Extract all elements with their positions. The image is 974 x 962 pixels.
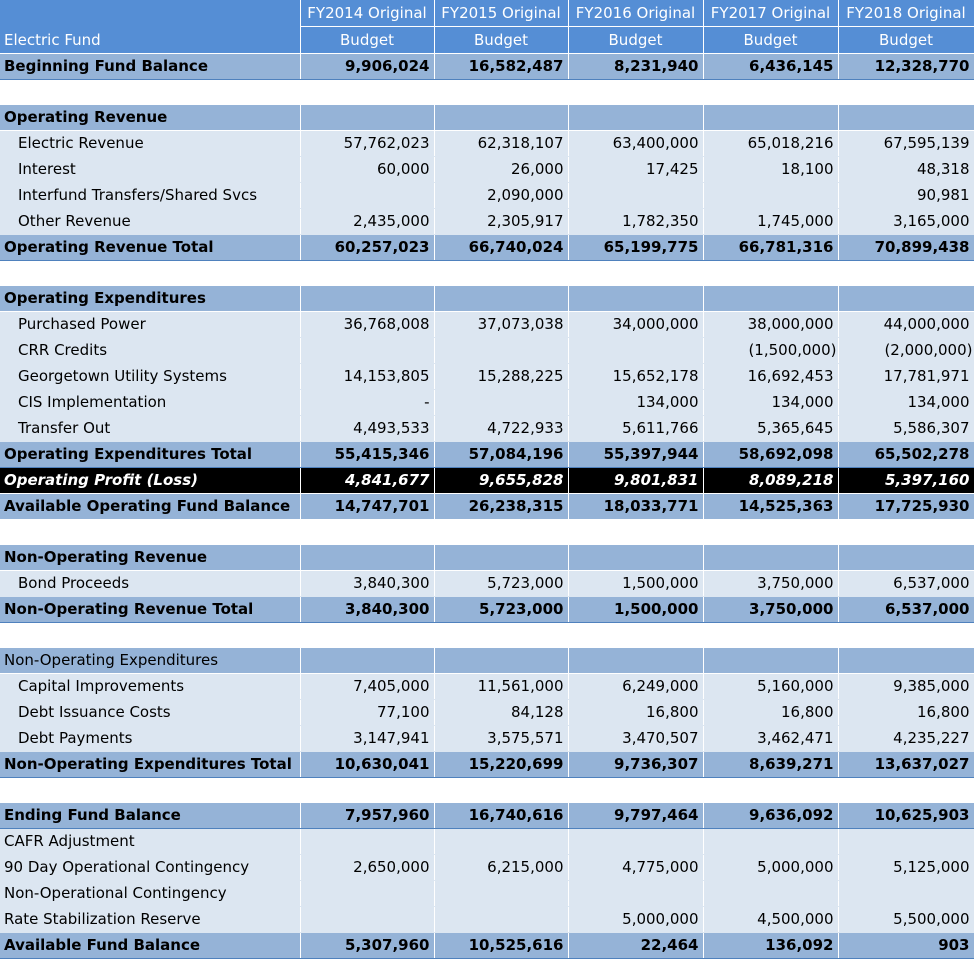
row-value	[568, 545, 703, 571]
row-value: 14,153,805	[300, 364, 434, 390]
row-value	[568, 286, 703, 312]
row-value: 57,084,196	[434, 442, 568, 468]
row-value: 5,611,766	[568, 416, 703, 442]
row-label: CRR Credits	[0, 338, 300, 364]
row-value: 22,464	[568, 933, 703, 959]
row-value: 9,636,092	[703, 803, 838, 829]
row-label: Operating Revenue	[0, 105, 300, 131]
row-value	[703, 648, 838, 674]
row-value	[434, 545, 568, 571]
row-label: Electric Revenue	[0, 131, 300, 157]
row-value	[300, 623, 434, 648]
row-label: Purchased Power	[0, 312, 300, 338]
table-row	[0, 520, 974, 545]
row-value: 26,238,315	[434, 494, 568, 520]
row-value: 3,462,471	[703, 726, 838, 752]
row-value: 903	[838, 933, 974, 959]
row-value: 6,537,000	[838, 571, 974, 597]
row-value	[300, 286, 434, 312]
row-value: 6,215,000	[434, 855, 568, 881]
row-label: Beginning Fund Balance	[0, 54, 300, 80]
row-value: 16,692,453	[703, 364, 838, 390]
row-value: 1,500,000	[568, 597, 703, 623]
row-label: Non-Operating Expenditures Total	[0, 752, 300, 778]
row-value: 65,199,775	[568, 235, 703, 261]
row-value	[568, 623, 703, 648]
row-value: 5,365,645	[703, 416, 838, 442]
column-header-fy2018-line1: FY2018 Original	[838, 0, 974, 27]
row-value: 2,090,000	[434, 183, 568, 209]
row-label: Bond Proceeds	[0, 571, 300, 597]
row-value	[568, 105, 703, 131]
row-value	[434, 881, 568, 907]
column-header-fy2015-line2: Budget	[434, 27, 568, 54]
row-value: 5,125,000	[838, 855, 974, 881]
row-value	[568, 183, 703, 209]
row-value	[434, 286, 568, 312]
table-row	[0, 674, 974, 700]
row-label: Non-Operating Expenditures	[0, 648, 300, 674]
row-value: 37,073,038	[434, 312, 568, 338]
row-value: 16,800	[838, 700, 974, 726]
row-value	[434, 623, 568, 648]
row-value: 9,385,000	[838, 674, 974, 700]
row-value: 6,436,145	[703, 54, 838, 80]
row-value: 2,650,000	[300, 855, 434, 881]
row-value: 60,000	[300, 157, 434, 183]
row-value: 9,797,464	[568, 803, 703, 829]
row-value: 36,768,008	[300, 312, 434, 338]
row-label	[0, 520, 300, 545]
table-row	[0, 778, 974, 803]
row-value	[568, 261, 703, 286]
row-value	[568, 520, 703, 545]
row-value: 67,595,139	[838, 131, 974, 157]
row-label: Ending Fund Balance	[0, 803, 300, 829]
row-value: -	[300, 390, 434, 416]
table-row	[0, 442, 974, 468]
row-value: 3,750,000	[703, 571, 838, 597]
row-value: 134,000	[703, 390, 838, 416]
row-value: 4,235,227	[838, 726, 974, 752]
row-value: 38,000,000	[703, 312, 838, 338]
row-value: 65,502,278	[838, 442, 974, 468]
row-value: 17,781,971	[838, 364, 974, 390]
row-value: 4,722,933	[434, 416, 568, 442]
row-value	[434, 520, 568, 545]
row-value: 66,781,316	[703, 235, 838, 261]
row-value	[300, 105, 434, 131]
row-value	[300, 648, 434, 674]
row-value	[568, 778, 703, 803]
row-value	[300, 829, 434, 855]
row-value: 7,957,960	[300, 803, 434, 829]
row-value: 44,000,000	[838, 312, 974, 338]
row-value	[568, 881, 703, 907]
row-value	[838, 545, 974, 571]
row-label: Interfund Transfers/Shared Svcs	[0, 183, 300, 209]
row-value: 15,288,225	[434, 364, 568, 390]
row-value: 5,000,000	[703, 855, 838, 881]
table-row	[0, 364, 974, 390]
table-row	[0, 157, 974, 183]
row-value	[300, 338, 434, 364]
row-value	[838, 520, 974, 545]
table-row	[0, 571, 974, 597]
row-value: 26,000	[434, 157, 568, 183]
row-value: 1,782,350	[568, 209, 703, 235]
row-value: 2,435,000	[300, 209, 434, 235]
row-label: Debt Issuance Costs	[0, 700, 300, 726]
table-row	[0, 545, 974, 571]
row-value: 8,639,271	[703, 752, 838, 778]
row-value	[568, 829, 703, 855]
row-value: 60,257,023	[300, 235, 434, 261]
row-label: Interest	[0, 157, 300, 183]
row-value	[300, 80, 434, 105]
row-value	[703, 778, 838, 803]
table-row	[0, 494, 974, 520]
table-row	[0, 312, 974, 338]
table-body	[0, 54, 974, 959]
row-value: 3,165,000	[838, 209, 974, 235]
row-value: 16,800	[703, 700, 838, 726]
table-row	[0, 881, 974, 907]
row-value: 34,000,000	[568, 312, 703, 338]
row-value	[838, 778, 974, 803]
row-value	[703, 183, 838, 209]
row-value: 1,500,000	[568, 571, 703, 597]
corner-label: Electric Fund	[0, 0, 300, 54]
row-value: 3,147,941	[300, 726, 434, 752]
row-value	[434, 778, 568, 803]
row-value: 4,841,677	[300, 468, 434, 494]
row-value	[703, 829, 838, 855]
row-value: 84,128	[434, 700, 568, 726]
row-value: 5,500,000	[838, 907, 974, 933]
row-value: 134,000	[568, 390, 703, 416]
row-value	[703, 881, 838, 907]
column-header-fy2015-line1: FY2015 Original	[434, 0, 568, 27]
row-value	[703, 261, 838, 286]
row-value: 18,100	[703, 157, 838, 183]
row-value: 9,906,024	[300, 54, 434, 80]
row-value: 136,092	[703, 933, 838, 959]
row-label: Non-Operating Revenue Total	[0, 597, 300, 623]
row-value	[434, 261, 568, 286]
column-header-fy2018-line2: Budget	[838, 27, 974, 54]
row-value: 3,840,300	[300, 597, 434, 623]
row-value: 18,033,771	[568, 494, 703, 520]
row-value: 16,740,616	[434, 803, 568, 829]
row-value: 10,625,903	[838, 803, 974, 829]
row-label: Transfer Out	[0, 416, 300, 442]
table-row	[0, 286, 974, 312]
table-row	[0, 54, 974, 80]
column-header-fy2016-line2: Budget	[568, 27, 703, 54]
row-value: 15,652,178	[568, 364, 703, 390]
row-value	[838, 261, 974, 286]
row-value	[838, 80, 974, 105]
row-value	[434, 829, 568, 855]
row-value: 5,723,000	[434, 597, 568, 623]
table-row	[0, 80, 974, 105]
table-row	[0, 416, 974, 442]
row-value: 12,328,770	[838, 54, 974, 80]
row-label: Debt Payments	[0, 726, 300, 752]
row-value: 9,801,831	[568, 468, 703, 494]
table-row	[0, 390, 974, 416]
table-row	[0, 907, 974, 933]
row-value: 8,089,218	[703, 468, 838, 494]
column-header-fy2017-line1: FY2017 Original	[703, 0, 838, 27]
row-value: (2,000,000)	[838, 338, 974, 364]
row-label: CAFR Adjustment	[0, 829, 300, 855]
row-label: CIS Implementation	[0, 390, 300, 416]
row-value	[434, 80, 568, 105]
row-value: 62,318,107	[434, 131, 568, 157]
row-value: 3,470,507	[568, 726, 703, 752]
row-value: 8,231,940	[568, 54, 703, 80]
table-row	[0, 468, 974, 494]
row-value	[300, 183, 434, 209]
row-value	[838, 286, 974, 312]
row-value	[838, 881, 974, 907]
row-value: 3,840,300	[300, 571, 434, 597]
row-value	[568, 80, 703, 105]
row-value: 55,415,346	[300, 442, 434, 468]
table-row	[0, 235, 974, 261]
row-label: Georgetown Utility Systems	[0, 364, 300, 390]
row-label	[0, 778, 300, 803]
table-row	[0, 726, 974, 752]
row-value: 57,762,023	[300, 131, 434, 157]
row-value: 65,018,216	[703, 131, 838, 157]
row-label	[0, 80, 300, 105]
column-header-fy2014-line2: Budget	[300, 27, 434, 54]
table-row	[0, 933, 974, 959]
row-value: 13,637,027	[838, 752, 974, 778]
row-label: Other Revenue	[0, 209, 300, 235]
row-value	[838, 623, 974, 648]
table-row	[0, 855, 974, 881]
row-value: 5,307,960	[300, 933, 434, 959]
row-value	[434, 338, 568, 364]
row-value: 14,525,363	[703, 494, 838, 520]
table-row	[0, 700, 974, 726]
table-row	[0, 338, 974, 364]
row-label: 90 Day Operational Contingency	[0, 855, 300, 881]
row-value	[434, 390, 568, 416]
row-value	[838, 829, 974, 855]
table-row	[0, 752, 974, 778]
table-row	[0, 597, 974, 623]
table-row	[0, 183, 974, 209]
row-label: Non-Operational Contingency	[0, 881, 300, 907]
row-label: Available Operating Fund Balance	[0, 494, 300, 520]
row-value	[300, 545, 434, 571]
row-value: 3,750,000	[703, 597, 838, 623]
row-value: 15,220,699	[434, 752, 568, 778]
row-value: 4,500,000	[703, 907, 838, 933]
row-value: 77,100	[300, 700, 434, 726]
row-label	[0, 623, 300, 648]
row-value	[568, 338, 703, 364]
row-value	[838, 105, 974, 131]
row-value	[434, 907, 568, 933]
row-value: (1,500,000)	[703, 338, 838, 364]
row-value	[300, 261, 434, 286]
table-row	[0, 209, 974, 235]
row-value: 70,899,438	[838, 235, 974, 261]
row-label: Capital Improvements	[0, 674, 300, 700]
row-value: 10,630,041	[300, 752, 434, 778]
row-value: 66,740,024	[434, 235, 568, 261]
row-label	[0, 261, 300, 286]
table-row	[0, 648, 974, 674]
row-value	[838, 648, 974, 674]
row-value: 58,692,098	[703, 442, 838, 468]
row-value	[568, 648, 703, 674]
row-value	[434, 105, 568, 131]
row-value: 14,747,701	[300, 494, 434, 520]
row-value: 4,493,533	[300, 416, 434, 442]
row-value: 17,425	[568, 157, 703, 183]
row-value: 4,775,000	[568, 855, 703, 881]
table-row	[0, 803, 974, 829]
row-value	[703, 286, 838, 312]
row-value: 90,981	[838, 183, 974, 209]
row-value	[300, 778, 434, 803]
table-row	[0, 623, 974, 648]
row-label: Available Fund Balance	[0, 933, 300, 959]
row-label: Operating Profit (Loss)	[0, 468, 300, 494]
row-value: 134,000	[838, 390, 974, 416]
table-row	[0, 261, 974, 286]
row-value: 11,561,000	[434, 674, 568, 700]
row-value: 17,725,930	[838, 494, 974, 520]
row-value	[703, 623, 838, 648]
row-label: Operating Expenditures Total	[0, 442, 300, 468]
row-label: Operating Revenue Total	[0, 235, 300, 261]
row-value: 10,525,616	[434, 933, 568, 959]
row-value: 16,800	[568, 700, 703, 726]
row-value: 5,586,307	[838, 416, 974, 442]
table-header	[0, 0, 974, 54]
row-value: 5,160,000	[703, 674, 838, 700]
row-value	[703, 545, 838, 571]
row-value: 1,745,000	[703, 209, 838, 235]
column-header-fy2016-line1: FY2016 Original	[568, 0, 703, 27]
row-value: 55,397,944	[568, 442, 703, 468]
row-value: 48,318	[838, 157, 974, 183]
row-value: 5,397,160	[838, 468, 974, 494]
row-value: 9,736,307	[568, 752, 703, 778]
row-value: 7,405,000	[300, 674, 434, 700]
table-row	[0, 105, 974, 131]
row-label: Non-Operating Revenue	[0, 545, 300, 571]
row-value	[703, 520, 838, 545]
row-value	[300, 520, 434, 545]
row-label: Operating Expenditures	[0, 286, 300, 312]
table-row	[0, 131, 974, 157]
row-value: 6,537,000	[838, 597, 974, 623]
column-header-fy2017-line2: Budget	[703, 27, 838, 54]
row-label: Rate Stabilization Reserve	[0, 907, 300, 933]
row-value	[300, 907, 434, 933]
row-value	[434, 648, 568, 674]
row-value: 9,655,828	[434, 468, 568, 494]
row-value: 3,575,571	[434, 726, 568, 752]
row-value	[703, 80, 838, 105]
table-row	[0, 829, 974, 855]
column-header-fy2014-line1: FY2014 Original	[300, 0, 434, 27]
row-value: 6,249,000	[568, 674, 703, 700]
row-value: 63,400,000	[568, 131, 703, 157]
row-value	[300, 881, 434, 907]
row-value: 5,000,000	[568, 907, 703, 933]
row-value: 5,723,000	[434, 571, 568, 597]
row-value: 2,305,917	[434, 209, 568, 235]
row-value	[703, 105, 838, 131]
row-value: 16,582,487	[434, 54, 568, 80]
